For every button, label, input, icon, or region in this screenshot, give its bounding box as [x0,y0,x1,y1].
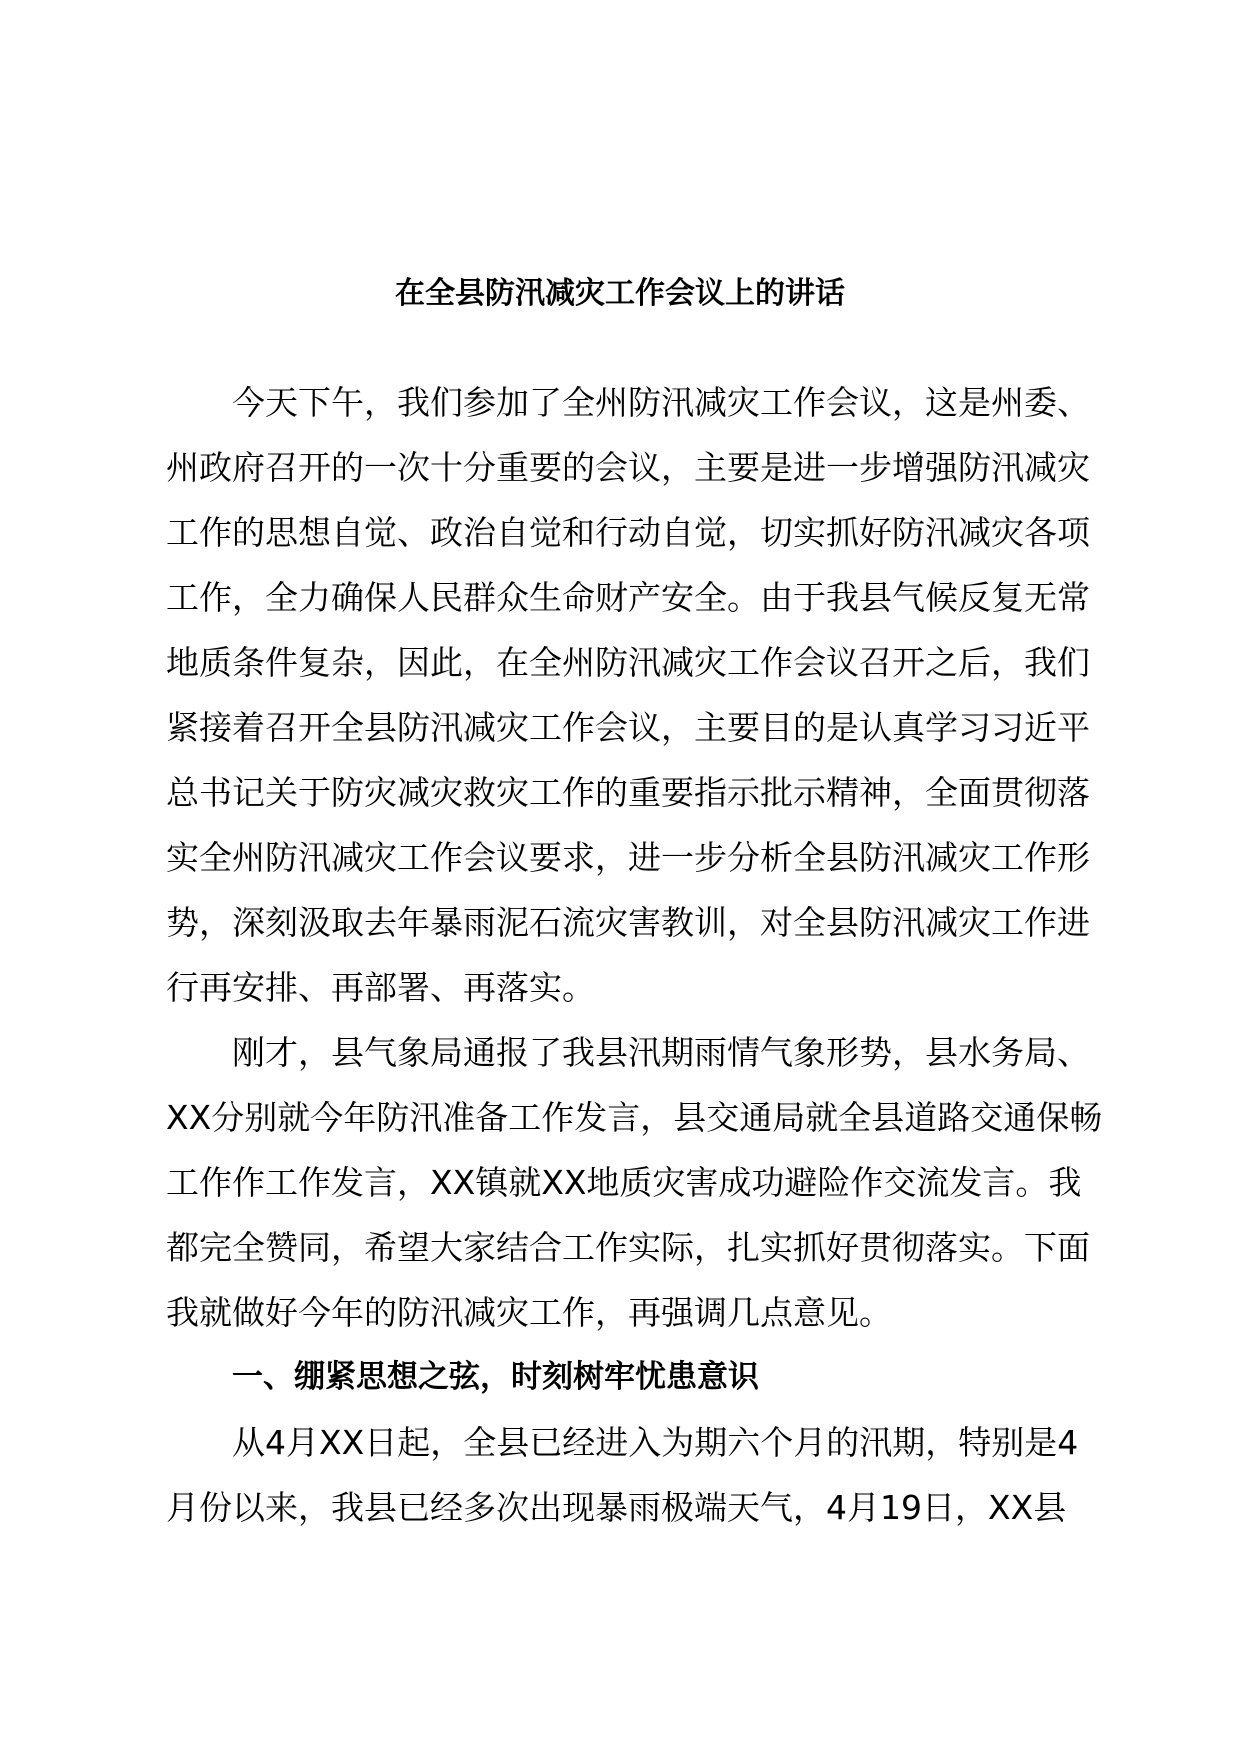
text-line: 工作的思想自觉、政治自觉和行动自觉，切实抓好防汛减灾各项 [166,513,1090,552]
paragraph-2 [166,1020,1106,1345]
paragraph-1 [166,370,1106,1020]
text-line: 工作作工作发言，XX镇就XX地质灾害成功避险作交流发言。我 [166,1163,1082,1202]
text-line: 州政府召开的一次十分重要的会议，主要是进一步增强防汛减灾 [166,448,1090,487]
text-line: 工作，全力确保人民群众生命财产安全。由于我县气候反复无常 [166,578,1090,617]
text-line: 都完全赞同，希望大家结合工作实际，扎实抓好贯彻落实。下面 [166,1228,1090,1267]
text-line: 地质条件复杂，因此，在全州防汛减灾工作会议召开之后，我们 [166,643,1090,682]
text-line: 实全州防汛减灾工作会议要求，进一步分析全县防汛减灾工作形 [166,838,1090,877]
paragraph-3 [166,1410,1106,1540]
document-body [166,370,1106,1540]
text-line: 今天下午，我们参加了全州防汛减灾工作会议，这是州委、 [232,383,1090,422]
text-line: 从4月XX日起，全县已经进入为期六个月的汛期，特别是4 [232,1423,1079,1462]
text-line: 月份以来，我县已经多次出现暴雨极端天气，4月19日，XX县 [166,1488,1067,1527]
text-line: 我就做好今年的防汛减灾工作，再强调几点意见。 [166,1293,892,1332]
text-line: 刚才，县气象局通报了我县汛期雨情气象形势，县水务局、 [232,1033,1090,1072]
section-heading: 一、绷紧思想之弦，时刻树牢忧患意识 [232,1359,759,1395]
document-title: 在全县防汛减灾工作会议上的讲话 [395,276,845,311]
text-line: 势，深刻汲取去年暴雨泥石流灾害教训，对全县防汛减灾工作进 [166,903,1090,942]
text-line: 行再安排、再部署、再落实。 [166,968,595,1007]
text-line: 紧接着召开全县防汛减灾工作会议，主要目的是认真学习习近平 [166,708,1090,747]
text-line: XX分别就今年防汛准备工作发言，县交通局就全县道路交通保畅 [166,1098,1103,1137]
text-line: 总书记关于防灾减灾救灾工作的重要指示批示精神，全面贯彻落 [166,773,1090,812]
